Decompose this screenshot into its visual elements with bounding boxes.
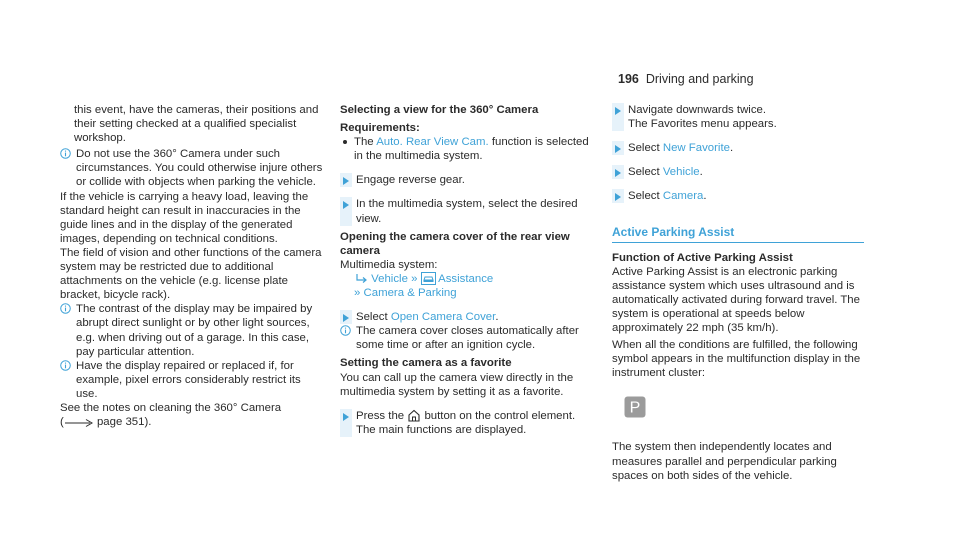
heading: Function of Active Parking Assist — [612, 251, 793, 264]
step-arrow-icon — [343, 413, 349, 421]
arrow-right-icon — [64, 418, 94, 428]
car-icon — [421, 272, 436, 285]
paragraph: this event, have the cameras, their positions and their setting checked at a qualified specialist workshop. — [74, 104, 319, 145]
note-text: Have the display repaired or replaced if, for example, pixel errors considerably restrict its use. — [76, 359, 301, 400]
info-icon — [60, 360, 71, 371]
instruction-step: In the multimedia system, select the desired view. — [340, 197, 592, 225]
step-arrow-icon — [615, 193, 621, 201]
menu-path — [340, 272, 592, 286]
bullet-icon — [343, 140, 347, 144]
requirements-label: Requirements: — [340, 122, 420, 135]
step-arrow-icon — [343, 314, 349, 322]
instruction-step: Select Vehicle. — [612, 165, 864, 179]
parking-p-icon — [624, 396, 646, 418]
menu-link[interactable]: Assistance — [438, 272, 494, 285]
info-icon — [60, 303, 71, 314]
double-chevron-icon: » — [411, 272, 418, 285]
paragraph: If the vehicle is carrying a heavy load, leaving the standard height can result in inaccuracies in the guide lines and in the display of the generated images, depending on technical conditions. — [60, 190, 309, 245]
menu-link[interactable]: Vehicle — [662, 166, 700, 179]
note — [60, 147, 324, 189]
menu-link[interactable]: Auto. Rear View Cam. — [376, 136, 489, 149]
heading: Selecting a view for the 360° Camera — [340, 104, 539, 116]
step-result: The main functions are displayed. — [356, 423, 527, 436]
menu-return-icon — [354, 273, 368, 285]
menu-link[interactable]: Camera — [662, 190, 704, 203]
note — [60, 359, 324, 401]
info-icon — [60, 148, 71, 159]
section-heading: Active Parking Assist — [612, 225, 864, 242]
column-2 — [340, 103, 592, 437]
note-text: Do not use the 360° Camera under such circumstances. You could otherwise injure others or collide with objects when parking the vehicle. — [76, 148, 323, 189]
paragraph: Active Parking Assist is an electronic parking assistance system which uses ultrasound and is automatically activated during forward travel. The system is operational at speeds below approximately 22 mph (35 km/h). — [612, 265, 860, 335]
instruction-step: Press the button on the control element. The main functions are displayed. — [340, 409, 592, 437]
note — [60, 302, 324, 358]
home-icon — [407, 409, 421, 422]
heading: Setting the camera as a favorite — [340, 357, 512, 370]
paragraph: You can call up the camera view directly in the multimedia system by setting it as a favorite. — [340, 371, 574, 398]
instruction-step: Engage reverse gear. — [340, 173, 592, 187]
paragraph: See the notes on cleaning the 360° Camera — [60, 401, 282, 414]
note-text: The contrast of the display may be impaired by abrupt direct sunlight or by other light sources, e.g. when driving out of a garage. In this case, pay particular attention. — [76, 303, 313, 358]
menu-link[interactable]: Vehicle — [371, 272, 408, 285]
paragraph: The system then independently locates and measures parallel and perpendicular parking spaces on both sides of the vehicle. — [612, 441, 837, 482]
menu-path — [340, 286, 592, 300]
instruction-step: Select Open Camera Cover. — [340, 310, 592, 324]
page-number: 196 — [618, 72, 639, 86]
multimedia-label: Multimedia system: — [340, 258, 438, 271]
menu-link[interactable]: Camera & Parking — [363, 287, 457, 300]
note-text: The camera cover closes automatically after some time or after an ignition cycle. — [356, 325, 579, 352]
column-1 — [60, 103, 324, 429]
requirement-item: The Auto. Rear View Cam. function is selected in the multimedia system. — [340, 135, 592, 163]
step-arrow-icon — [343, 201, 349, 209]
step-arrow-icon — [343, 177, 349, 185]
column-3 — [598, 103, 864, 483]
step-result: The Favorites menu appears. — [628, 118, 777, 131]
info-icon — [340, 325, 351, 336]
menu-link[interactable]: New Favorite — [662, 142, 730, 155]
double-chevron-icon: » — [354, 287, 361, 300]
note — [340, 324, 592, 352]
section-title: Driving and parking — [645, 72, 754, 86]
paragraph: When all the conditions are fulfilled, the following symbol appears in the multifunction display in the instrument cluster: — [612, 339, 861, 380]
step-arrow-icon — [615, 107, 621, 115]
section-body — [612, 251, 864, 483]
svg-text:P: P — [629, 399, 641, 417]
menu-link[interactable]: Open Camera Cover — [390, 311, 496, 324]
step-arrow-icon — [615, 169, 621, 177]
page-reference[interactable]: ( page 351). — [60, 416, 152, 429]
parking-symbol — [624, 396, 646, 418]
page-header — [618, 72, 754, 86]
paragraph: The field of vision and other functions of the camera system may be restricted due to additional attachments on the vehicle (e.g. license plate bracket, bicycle rack). — [60, 246, 322, 302]
instruction-step: Navigate downwards twice. The Favorites menu appears. — [612, 103, 864, 131]
heading: Opening the camera cover of the rear view camera — [340, 230, 570, 257]
instruction-step: Select New Favorite. — [612, 141, 864, 155]
instruction-step: Select Camera. — [612, 189, 864, 203]
step-arrow-icon — [615, 145, 621, 153]
